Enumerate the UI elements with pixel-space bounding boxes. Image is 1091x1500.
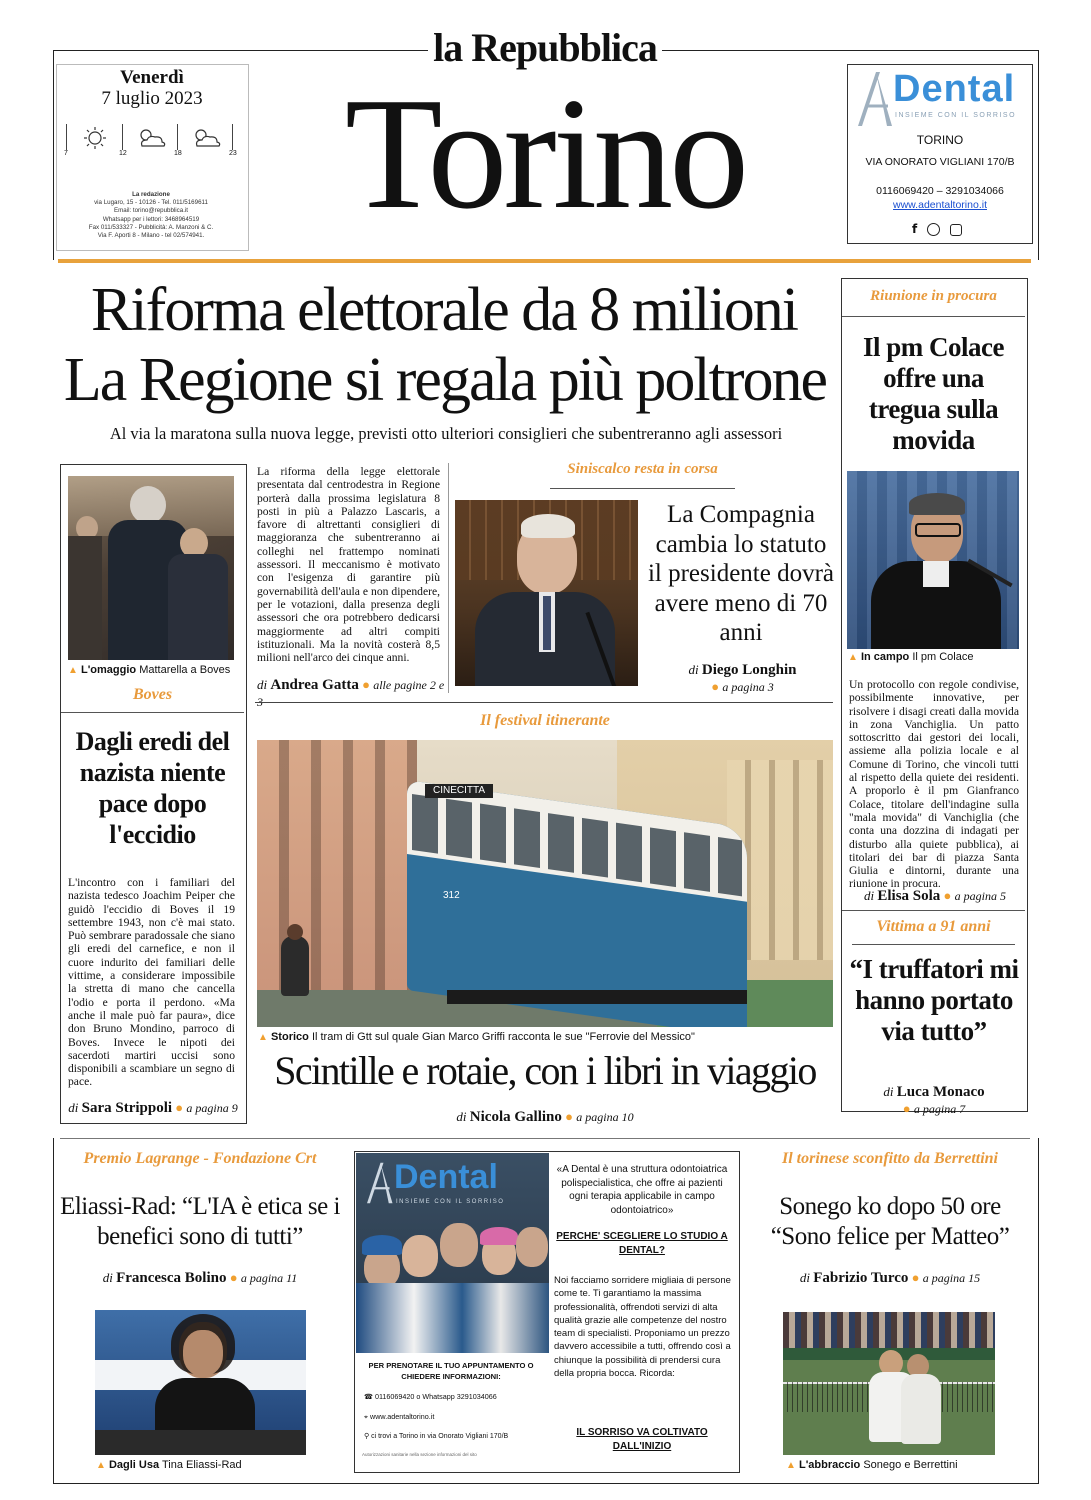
sonego-author: Fabrizio Turco [813,1270,909,1286]
siniscalco-photo [455,500,638,686]
compagnia-page: a pagina 3 [722,680,774,694]
compagnia-byline: di Diego Longhin ● a pagina 3 [688,662,797,694]
festival-author: Nicola Gallino [469,1109,562,1125]
ad-top-logo: Dental [893,68,1016,110]
tram-caption-bold: Storico [270,1031,309,1043]
masthead-rule [58,259,1031,263]
lead-body: La riforma della legge elettorale presentata dal centrodestra in Regione porterà dalla prossima legislatura 8 posti in più a Palazzo Lascaris, a favore di altrettanti consiglieri di maggioranza che subentreranno ai colleghi nel frattempo nominati assessori. Il meccanismo è motivato con l'esigenza di garantire più governabilità dell'aula e non dipendere, per le votazioni, dalla presenza degli assessori che ora potrebbero dedicarsi maggiormente ad altri compiti istituzionali. Ma la novità costerà 8,5 milioni nell'arco dei cinque anni. [257,465,440,665]
date-full: 7 luglio 2023 [101,88,203,109]
sonego-caption-bold: L'abbraccio [798,1459,861,1471]
boves-author: Sara Strippoli [81,1100,173,1116]
ad-bottom-logo: Dental [394,1158,498,1196]
truffatori-title: “I truffatori mi hanno portato via tutto” [849,954,1019,1046]
ad-bottom-why: PERCHE' SCEGLIERE LO STUDIO A DENTAL? [556,1231,728,1256]
ad-bottom-fine-print: Autorizzazioni sanitarie nella sezione informazioni del sito [362,1452,477,1457]
ad-bottom-quote: «A Dental è una struttura odontoiatrica polispecialistica, che offre ai pazienti ogni terapia applicabile in campo odontoiatrico» [556,1164,728,1216]
boves-kicker: Boves [132,686,173,703]
tram-sign: CINECITTA [425,784,493,798]
tram-number: 312 [443,890,460,901]
lead-subtitle: Al via la maratona sulla nuova legge, previsti otto ulteriori consiglieri che subentreranno agli assessori [109,424,783,443]
redazione-line: Whatsapp per i lettori: 3468964519 [102,215,200,223]
redazione-title: La redazione [132,191,170,198]
lead-title-2: La Regione si regala più poltrone [63,346,827,414]
ad-top-city: TORINO [916,133,964,147]
cloud-sun-icon [134,126,168,154]
colace-caption-text: Il pm Colace [912,651,974,663]
colace-kicker: Riunione in procura [870,288,997,304]
whatsapp-icon[interactable] [927,223,940,236]
eliassi-caption: ▲ Dagli Usa Tina Eliassi-Rad [96,1459,242,1471]
redazione-line: Via F. Aporti 8 - Milano - tel 02/574941. [97,232,205,240]
eliassi-photo [95,1310,306,1455]
lead-page: alle pagine 2 e [373,678,445,692]
ad-bottom-phone-row[interactable]: ☎ 0116069420 o Whatsapp 3291034066 [364,1392,497,1401]
phone-icon: ☎ [364,1392,373,1401]
redazione-info [60,191,242,240]
colace-title: Il pm Colace offre una tregua sulla movida [863,332,1004,455]
lagrange-author: Francesca Bolino [116,1270,227,1286]
tram-caption: ▲ Storico Il tram di Gtt sul quale Gian Marco Griffi racconta le sue "Ferrovie del Messico" [258,1031,695,1043]
pin-icon: ⚲ [364,1433,370,1440]
festival-page: a pagina 10 [576,1110,634,1124]
boves-caption-bold: L'omaggio [80,664,137,676]
sonego-photo [783,1312,995,1455]
temp-2: 12 [119,150,127,157]
boves-page: a pagina 9 [186,1101,238,1115]
boves-caption-text: Mattarella a Boves [139,664,231,676]
colace-body: Un protocollo con regole condivise, possibilmente innovative, per risolvere i disagi creati dalla movida in zona Vanchiglia. Un patto sottoscritto dai gestori dei locali, assieme alla polizia locale e al Comune di Torino, che vincoli tutti al rispetto della quiete dei residenti. A proporlo è il pm Gianfranco Colace, titolare dell'indagine sulla "mala movida" di Vanchiglia (che conta una dozzina di indagati per disturbo alla quiete pubblica), ai titolari dei bar di piazza Santa Giulia e dintorni, durante una riunione in procura. [849,678,1019,891]
ad-bottom-url-row[interactable]: ⌖ www.adentaltorino.it [364,1412,435,1421]
truffatori-author: Luca Monaco [896,1084,985,1100]
sonego-title: Sonego ko dopo 50 ore “Sono felice per Matteo” [770,1193,1010,1250]
sonego-page: a pagina 15 [922,1271,981,1285]
temp-3: 18 [174,150,182,157]
colace-photo [847,471,1019,649]
redazione-line: Fax 011/533327 - Pubblicità: A. Manzoni & C. [88,223,214,231]
mouse-icon: ⌖ [364,1412,369,1421]
compagnia-title: La Compagnia cambia lo statuto il presidente dovrà avere meno di 70 anni [647,501,835,647]
tram-photo [257,740,833,1027]
eliassi-caption-bold: Dagli Usa [108,1459,160,1471]
colace-caption: ▲ In campo Il pm Colace [848,651,974,663]
ad-top-logo-mark [854,70,894,132]
cloud-sun-icon [189,126,223,154]
sonego-caption: ▲ L'abbraccio Sonego e Berrettini [786,1459,958,1471]
ad-top-social [912,222,972,236]
weather-strip [64,124,244,160]
lead-author: Andrea Gatta [270,677,359,693]
redazione-line: Email: torino@repubblica.it [113,207,189,215]
lead-byline: di Andrea Gatta ● alle pagine 2 e [257,677,447,710]
festival-kicker: Il festival itinerante [480,712,610,729]
compagnia-author: Diego Longhin [701,662,797,678]
colace-page: a pagina 5 [954,889,1006,903]
boves-body: L'incontro con i familiari del nazista tedesco Joachim Peiper che guidò l'eccidio di Boves il 19 settembre 1943, non c'è mai stato. Può sembrare paradossale che siano gli eredi del carnefice, e non il cuore indurito dei familiari delle vittime, a considerare impossibile la stretta di mano che cancella l'odio e porta il perdono. «Ma anche il male può far paura», dice don Bruno Mondino, parroco di Boves. Invece le nipoti dei sacerdoti martiri uccisi sono disponibili a scambiare un segno di pace. [68,876,235,1089]
ad-bottom-body: Noi facciamo sorridere migliaia di persone come te. Ti garantiamo la massima professionalità, offrendoti servizi di alta qualità grazie alle competenze del nostro team di specialisti. Proponiamo un prezzo davvero accessibile a tutti, offrendo così a chiunque la possibilità di prendersi cura della propria bocca. Ricorda: [554,1275,731,1380]
ad-bottom-address-row: ⚲ ci trovi a Torino in via Onorato Vigliani 170/B [364,1433,509,1440]
boves-byline: di Sara Strippoli ● a pagina 9 [68,1100,238,1116]
ad-top-phones: 0116069420 – 3291034066 [876,185,1004,197]
festival-title: Scintille e rotaie, con i libri in viaggio [274,1048,816,1093]
ad-bottom-logo-mark [364,1158,394,1212]
redazione-line: via Lugaro, 15 - 10126 - Tel. 011/5169611 [94,199,208,207]
sonego-kicker: Il torinese sconfitto da Berrettini [781,1150,998,1167]
temp-4: 23 [229,150,237,157]
lagrange-byline: di Francesca Bolino ● a pagina 11 [102,1270,298,1286]
tram-caption-text: Il tram di Gtt sul quale Gian Marco Griffi racconta le sue "Ferrovie del Messico" [311,1031,695,1043]
ad-top-address: VIA ONORATO VIGLIANI 170/B [865,156,1015,168]
ad-bottom-booking: PER PRENOTARE IL TUO APPUNTAMENTO O CHIEDERE INFORMAZIONI: [368,1361,534,1381]
eliassi-caption-text: Tina Eliassi-Rad [161,1459,242,1471]
sonego-caption-text: Sonego e Berrettini [863,1459,958,1471]
ad-bottom-slogan: IL SORRISO VA COLTIVATO DALL'INIZIO [576,1427,708,1452]
boves-title: Dagli eredi del nazista niente pace dopo l'eccidio [75,727,230,849]
colace-author: Elisa Sola [877,888,941,904]
brand-name: la Repubblica [433,25,657,70]
truffatori-kicker: Vittima a 91 anni [876,918,991,935]
lagrange-page: a pagina 11 [240,1271,298,1285]
truffatori-byline: di Luca Monaco ● a pagina 7 [883,1084,985,1116]
date-day: Venerdì [120,67,184,88]
facebook-icon[interactable]: f [912,222,918,236]
sun-icon [80,126,110,154]
festival-byline: di Nicola Gallino ● a pagina 10 [456,1109,634,1125]
temp-1: 7 [64,150,68,157]
lagrange-kicker: Premio Lagrange - Fondazione Crt [83,1150,317,1167]
compagnia-kicker: Siniscalco resta in corsa [567,461,718,477]
colace-caption-bold: In campo [860,651,910,663]
ad-top-tagline: INSIEME CON IL SORRISO [895,112,1017,119]
ad-bottom-tagline: INSIEME CON IL SORRISO [396,1199,505,1205]
truffatori-page: a pagina 7 [913,1102,966,1116]
city-title: Torino [344,64,746,242]
mattarella-photo [68,476,234,660]
sonego-byline: di Fabrizio Turco ● a pagina 15 [799,1270,981,1286]
ad-top-url[interactable]: www.adentaltorino.it [893,199,987,211]
lagrange-title: Eliassi-Rad: “L'IA è etica se i benefici sono di tutti” [60,1193,340,1250]
colace-byline: di Elisa Sola ● a pagina 5 [863,888,1006,904]
instagram-icon[interactable] [950,224,962,236]
lead-title-1: Riforma elettorale da 8 milioni [91,276,797,344]
boves-caption: ▲ L'omaggio Mattarella a Boves [68,664,231,676]
